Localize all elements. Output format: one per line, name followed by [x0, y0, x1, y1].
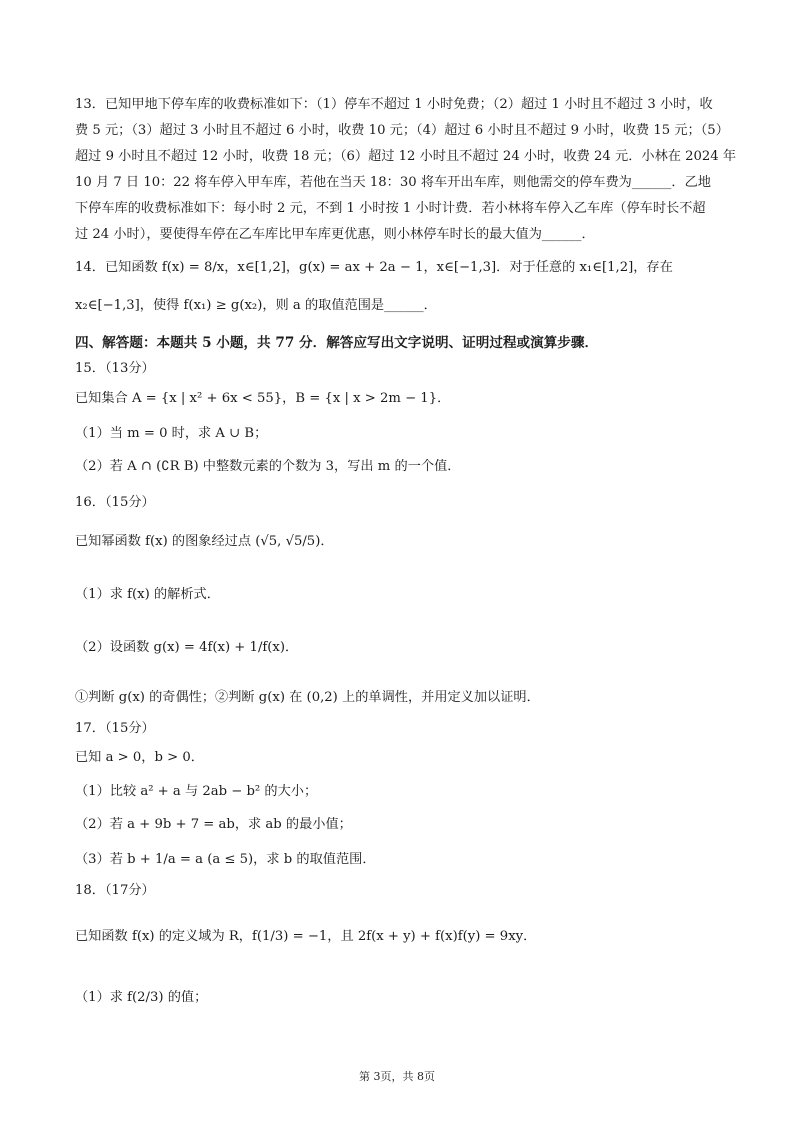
q16-heading: 16．（15分） — [75, 495, 155, 510]
q16-stem: 已知幂函数 f(x) 的图象经过点 (√5, √5/5)． — [75, 534, 334, 549]
q13-line-6: 过 24 小时），要使得车停在乙车库比甲车库更优惠，则小林停车时长的最大值为______． — [75, 227, 595, 242]
q17-heading: 17．（15分） — [75, 721, 155, 736]
q14-line-1: 14．已知函数 f(x) = 8/x，x∈[1,2]，g(x) = ax + 2a − 1，x∈[−1,3]．对于任意的 x₁∈[1,2]，存在 — [75, 260, 673, 275]
q15-part-1: （1）当 m = 0 时，求 A ∪ B； — [75, 426, 268, 441]
q16-part-3: ①判断 g(x) 的奇偶性；②判断 g(x) 在 (0,2) 上的单调性，并用定义加以证明． — [75, 690, 540, 705]
q16-part-2: （2）设函数 g(x) = 4f(x) + 1/f(x)． — [75, 640, 299, 655]
q15-stem: 已知集合 A = {x | x² + 6x < 55}，B = {x | x > 2m − 1}． — [75, 391, 451, 406]
q14-line-2: x₂∈[−1,3]，使得 f(x₁) ≥ g(x₂)，则 a 的取值范围是______． — [75, 298, 437, 313]
q18-part-1: （1）求 f(2/3) 的值； — [75, 990, 208, 1005]
q13-line-4: 10 月 7 日 10：22 将车停入甲车库，若他在当天 18：30 将车开出车库，则他需交的停车费为______．乙地 — [75, 175, 711, 190]
q13-line-2: 费 5 元；（3）超过 3 小时且不超过 6 小时，收费 10 元；（4）超过 6 小时且不超过 9 小时，收费 15 元；（5） — [75, 123, 729, 138]
q13-line-5: 下停车库的收费标准如下：每小时 2 元，不到 1 小时按 1 小时计费．若小林将车停入乙车库（停车时长不超 — [75, 201, 706, 216]
q17-part-1: （1）比较 a² + a 与 2ab − b² 的大小； — [75, 784, 318, 799]
q15-part-2: （2）若 A ∩ (∁R B) 中整数元素的个数为 3，写出 m 的一个值． — [75, 459, 461, 474]
section-4-heading: 四、解答题：本题共 5 小题，共 77 分．解答应写出文字说明、证明过程或演算步骤． — [75, 335, 599, 351]
q13-line-3: 超过 9 小时且不超过 12 小时，收费 18 元；（6）超过 12 小时且不超过 24 小时，收费 24 元．小林在 2024 年 — [75, 149, 737, 164]
q16-part-1: （1）求 f(x) 的解析式． — [75, 587, 220, 602]
q13-line-1: 13．已知甲地下停车库的收费标准如下：（1）停车不超过 1 小时免费；（2）超过 1 小时且不超过 3 小时，收 — [75, 97, 713, 112]
q15-heading: 15．（13分） — [75, 361, 155, 376]
page-footer: 第 3页，共 8页 — [359, 1070, 435, 1083]
q17-part-2: （2）若 a + 9b + 7 = ab，求 ab 的最小值； — [75, 817, 352, 832]
q18-stem: 已知函数 f(x) 的定义域为 R，f(1/3) = −1，且 2f(x + y) + f(x)f(y) = 9xy． — [75, 929, 537, 944]
q17-part-3: （3）若 b + 1/a = a (a ≤ 5)，求 b 的取值范围． — [75, 852, 376, 867]
q17-stem: 已知 a > 0，b > 0． — [75, 750, 204, 765]
q18-heading: 18．（17分） — [75, 883, 155, 898]
